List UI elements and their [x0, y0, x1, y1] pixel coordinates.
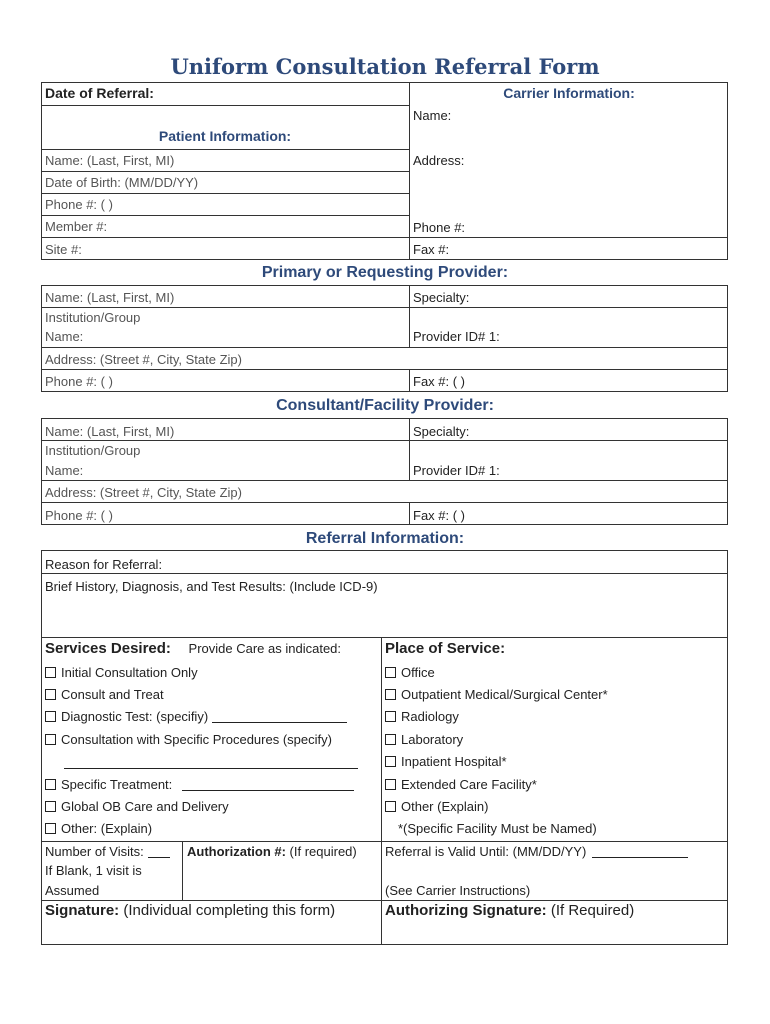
primary-specialty-field[interactable]: Specialty:: [413, 290, 470, 305]
service-checkbox-initial-consultation[interactable]: Initial Consultation Only: [45, 665, 198, 680]
consultant-institution-label: Institution/Group: [45, 443, 141, 458]
service-checkbox-consult-and-treat[interactable]: Consult and Treat: [45, 687, 164, 702]
patient-site-field[interactable]: Site #:: [45, 242, 82, 257]
primary-name-field[interactable]: Name: (Last, First, MI): [45, 290, 175, 305]
consultant-institution-field[interactable]: Name:: [45, 463, 84, 478]
place-checkbox-outpatient[interactable]: Outpatient Medical/Surgical Center*: [385, 687, 608, 702]
carrier-fax-field[interactable]: Fax #:: [413, 242, 450, 257]
place-checkbox-extended-care[interactable]: Extended Care Facility*: [385, 777, 537, 792]
brief-history-field[interactable]: Brief History, Diagnosis, and Test Results: (Include ICD-9): [45, 579, 378, 594]
date-of-referral-field[interactable]: Date of Referral:: [45, 85, 154, 101]
checkbox-icon: [385, 801, 396, 812]
primary-institution-label: Institution/Group: [45, 310, 141, 325]
primary-institution-field[interactable]: Name:: [45, 329, 84, 344]
reason-for-referral-field[interactable]: Reason for Referral:: [45, 557, 163, 572]
consultant-provider-heading: Consultant/Facility Provider:: [276, 397, 494, 414]
diagnostic-test-line[interactable]: [212, 710, 347, 723]
service-checkbox-specific-procedures[interactable]: Consultation with Specific Procedures (specify): [45, 732, 332, 747]
carrier-information-heading: Carrier Information:: [503, 85, 635, 101]
primary-address-field[interactable]: Address: (Street #, City, State Zip): [45, 352, 242, 367]
consultant-phone-field[interactable]: Phone #: ( ): [45, 508, 113, 523]
checkbox-icon: [385, 711, 396, 722]
checkbox-icon: [45, 667, 56, 678]
services-desired-heading: Services Desired: Provide Care as indicated:: [45, 640, 342, 657]
see-carrier-instructions: (See Carrier Instructions): [385, 883, 531, 898]
referral-information-heading: Referral Information:: [305, 530, 465, 547]
number-of-visits-line[interactable]: [148, 845, 170, 858]
primary-provider-heading: Primary or Requesting Provider:: [261, 264, 509, 281]
services-subheading: Provide Care as indicated:: [188, 641, 342, 656]
signature-field[interactable]: Signature: (Individual completing this form): [45, 902, 336, 919]
visits-note-line-3: Assumed: [45, 883, 100, 898]
checkbox-icon: [385, 734, 396, 745]
primary-fax-field[interactable]: Fax #: ( ): [413, 374, 466, 389]
primary-phone-field[interactable]: Phone #: ( ): [45, 374, 113, 389]
checkbox-icon: [45, 711, 56, 722]
authorization-number-field[interactable]: Authorization #: (If required): [187, 844, 357, 859]
checkbox-icon: [45, 801, 56, 812]
carrier-name-field[interactable]: Name:: [413, 108, 452, 123]
consultant-fax-field[interactable]: Fax #: ( ): [413, 508, 466, 523]
place-checkbox-other[interactable]: Other (Explain): [385, 799, 488, 814]
valid-until-line[interactable]: [592, 845, 688, 858]
carrier-address-field[interactable]: Address:: [413, 153, 465, 168]
place-checkbox-radiology[interactable]: Radiology: [385, 709, 459, 724]
primary-provider-id-field[interactable]: Provider ID# 1:: [413, 329, 500, 344]
service-checkbox-other[interactable]: Other: (Explain): [45, 821, 152, 836]
service-checkbox-specific-treatment[interactable]: Specific Treatment:: [45, 777, 354, 792]
authorizing-signature-field[interactable]: Authorizing Signature: (If Required): [385, 902, 635, 919]
patient-name-field[interactable]: Name: (Last, First, MI): [45, 153, 175, 168]
place-checkbox-laboratory[interactable]: Laboratory: [385, 732, 463, 747]
specific-facility-note: *(Specific Facility Must be Named): [398, 821, 597, 836]
patient-information-heading: Patient Information:: [158, 128, 292, 144]
specific-treatment-line[interactable]: [182, 778, 354, 791]
checkbox-icon: [385, 756, 396, 767]
carrier-phone-field[interactable]: Phone #:: [413, 220, 466, 235]
checkbox-icon: [385, 779, 396, 790]
patient-phone-field[interactable]: Phone #: ( ): [45, 197, 113, 212]
place-of-service-heading: Place of Service:: [385, 640, 506, 657]
referral-valid-until-field[interactable]: Referral is Valid Until: (MM/DD/YY): [385, 844, 688, 859]
visits-note-line-2: If Blank, 1 visit is: [45, 863, 142, 878]
place-checkbox-office[interactable]: Office: [385, 665, 435, 680]
checkbox-icon: [385, 667, 396, 678]
service-checkbox-diagnostic-test[interactable]: Diagnostic Test: (specifiy): [45, 709, 347, 724]
checkbox-icon: [45, 734, 56, 745]
consultant-name-field[interactable]: Name: (Last, First, MI): [45, 424, 175, 439]
patient-dob-field[interactable]: Date of Birth: (MM/DD/YY): [45, 175, 199, 190]
place-checkbox-inpatient[interactable]: Inpatient Hospital*: [385, 754, 507, 769]
checkbox-icon: [45, 779, 56, 790]
checkbox-icon: [45, 689, 56, 700]
consultant-provider-id-field[interactable]: Provider ID# 1:: [413, 463, 500, 478]
consultant-address-field[interactable]: Address: (Street #, City, State Zip): [45, 485, 242, 500]
number-of-visits-field[interactable]: Number of Visits:: [45, 844, 170, 859]
checkbox-icon: [385, 689, 396, 700]
consultant-specialty-field[interactable]: Specialty:: [413, 424, 470, 439]
service-checkbox-global-ob[interactable]: Global OB Care and Delivery: [45, 799, 229, 814]
specific-procedures-line[interactable]: [64, 768, 358, 769]
patient-member-field[interactable]: Member #:: [45, 219, 108, 234]
form-title: Uniform Consultation Referral Form: [170, 54, 600, 79]
checkbox-icon: [45, 823, 56, 834]
